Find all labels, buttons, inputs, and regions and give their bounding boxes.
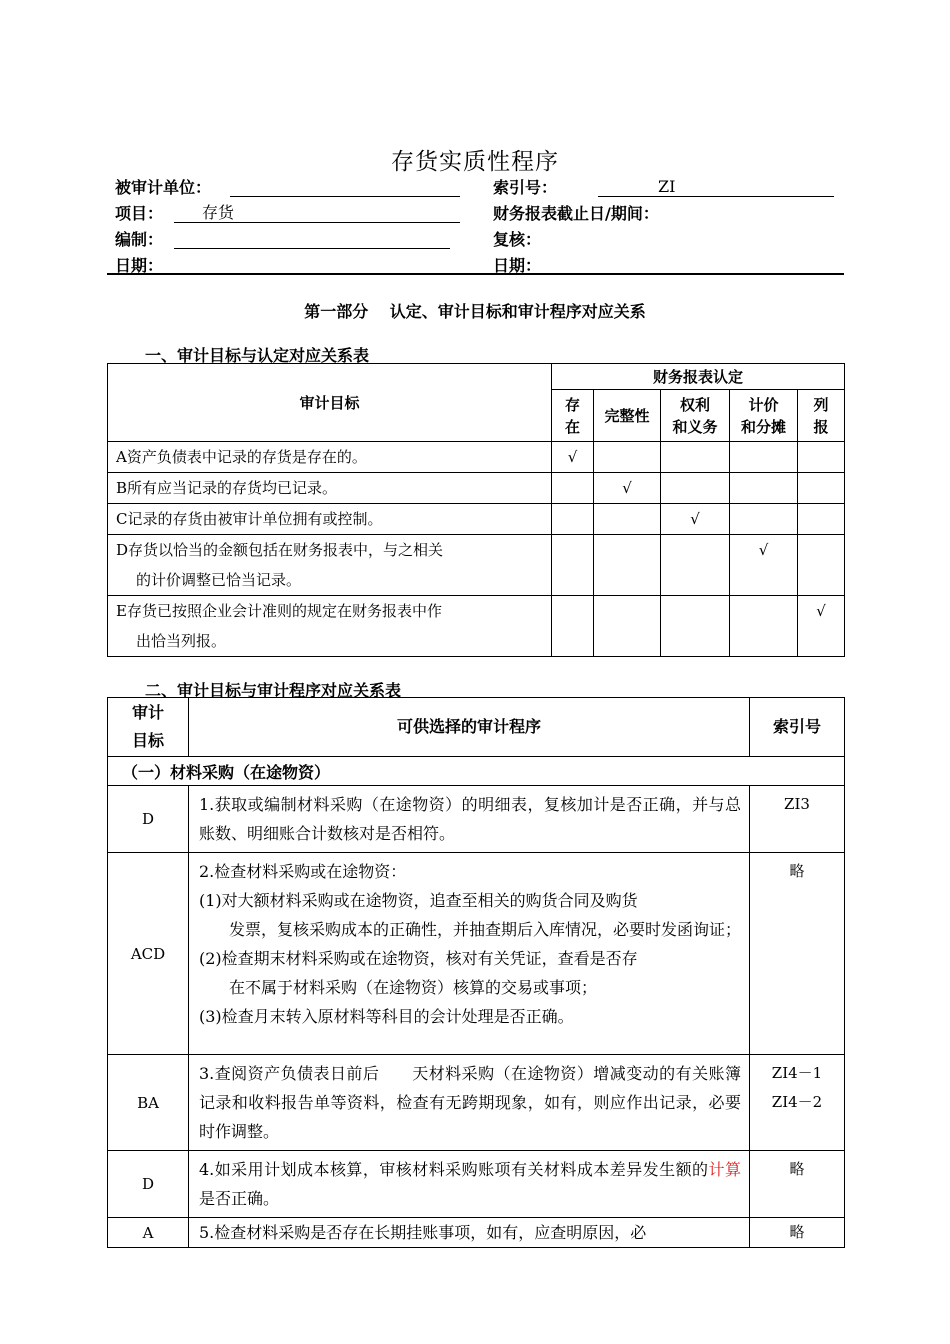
preparer-label: 编制：: [115, 230, 164, 249]
procedure-cell: 4.如采用计划成本核算，审核材料采购账项有关材料成本差异发生额的计算是否正确。: [189, 1151, 750, 1218]
procedure-cell: 1.获取或编制材料采购（在途物资）的明细表，复核加计是否正确，并与总账数、明细账合计数核对是否相符。: [189, 786, 750, 853]
table-row: [108, 853, 845, 1055]
table-row: [108, 1218, 845, 1248]
index-cell: ZI3: [750, 786, 845, 853]
goal-cell: D: [108, 786, 189, 853]
check-mark: √: [798, 596, 845, 657]
table-row: [108, 504, 845, 535]
procedure-cell: 2.检查材料采购或在途物资： (1)对大额材料采购或在途物资，追查至相关的购货合同及购货 发票，复核采购成本的正确性，并抽查期后入库情况，必要时发函询证； (2)检查期末材料采购或在途物资，核对有关凭证，查看是否存 在不属于材料采购（在途物资）核算的交易或事项； (3)检查月末转入原材料等科目的会计处理是否正确。: [189, 853, 750, 1055]
objective-a: A资产负债表中记录的存货是存在的。: [108, 442, 552, 473]
unit-label: 被审计单位：: [115, 178, 212, 197]
objective-e: E存货已按照企业会计准则的规定在财务报表中作 出恰当列报。: [108, 596, 552, 657]
check-mark: √: [594, 473, 661, 504]
check-mark: √: [552, 442, 594, 473]
goal-cell: BA: [108, 1055, 189, 1151]
part-one-title: 第一部分 认定、审计目标和审计程序对应关系: [304, 302, 646, 321]
goal-cell: D: [108, 1151, 189, 1218]
project-label: 项目：: [115, 204, 164, 223]
assertion-completeness: 完整性: [594, 390, 661, 442]
index-field[interactable]: [598, 178, 834, 197]
highlighted-word: 计算: [708, 1160, 741, 1179]
index-label: 索引号：: [493, 178, 558, 197]
procedure-header: 可供选择的审计程序: [189, 698, 750, 757]
index-cell: 略: [750, 1218, 845, 1248]
table-row: [108, 535, 845, 596]
table-row: [108, 442, 845, 473]
table-row: [108, 596, 845, 657]
objective-c: C记录的存货由被审计单位拥有或控制。: [108, 504, 552, 535]
goal-cell: ACD: [108, 853, 189, 1055]
table1-section-title: 一、审计目标与认定对应关系表: [145, 346, 370, 365]
preparer-field[interactable]: [174, 230, 450, 249]
document-title: 存货实质性程序: [391, 149, 559, 175]
date-label-right: 日期：: [493, 256, 542, 275]
project-field[interactable]: [174, 204, 460, 223]
check-mark: √: [661, 504, 730, 535]
objective-assertion-table: [107, 363, 845, 657]
index-value: ZI: [658, 177, 676, 196]
index-cell: 略: [750, 1151, 845, 1218]
index-cell: 略: [750, 853, 845, 1055]
assertion-group-header: 财务报表认定: [552, 364, 845, 390]
assertion-presentation: 列 报: [798, 390, 845, 442]
date-label-left: 日期：: [115, 256, 164, 275]
table-row: [108, 473, 845, 504]
unit-field[interactable]: [230, 178, 460, 197]
procedure-cell: 5.检查材料采购是否存在长期挂账事项，如有，应查明原因，必: [189, 1218, 750, 1248]
objective-b: B所有应当记录的存货均已记录。: [108, 473, 552, 504]
index-header: 索引号: [750, 698, 845, 757]
table2-section-title: 二、审计目标与审计程序对应关系表: [145, 681, 402, 700]
subsection-title: （一）材料采购（在途物资）: [108, 757, 845, 786]
check-mark: √: [730, 535, 798, 596]
assertion-valuation: 计价 和分摊: [730, 390, 798, 442]
goal-cell: A: [108, 1218, 189, 1248]
procedure-cell: 3.查阅资产负债表日前后 天材料采购（在途物资）增减变动的有关账簿记录和收料报告单等资料，检查有无跨期现象，如有，则应作出记录，必要时作调整。: [189, 1055, 750, 1151]
table-row: [108, 786, 845, 853]
index-cell: ZI4－1 ZI4－2: [750, 1055, 845, 1151]
table-row: [108, 1055, 845, 1151]
objective-header: 审计目标: [108, 364, 552, 442]
objective-d: D存货以恰当的金额包括在财务报表中，与之相关 的计价调整已恰当记录。: [108, 535, 552, 596]
objective-procedure-table: [107, 697, 845, 1248]
assertion-rights: 权利 和义务: [661, 390, 730, 442]
goal-header: 审计 目标: [108, 698, 189, 757]
reviewer-label: 复核：: [493, 230, 542, 249]
assertion-existence: 存 在: [552, 390, 594, 442]
header-rule: [107, 273, 844, 275]
table-row: [108, 1151, 845, 1218]
period-label: 财务报表截止日/期间：: [493, 204, 659, 223]
project-value: 存货: [202, 203, 235, 222]
